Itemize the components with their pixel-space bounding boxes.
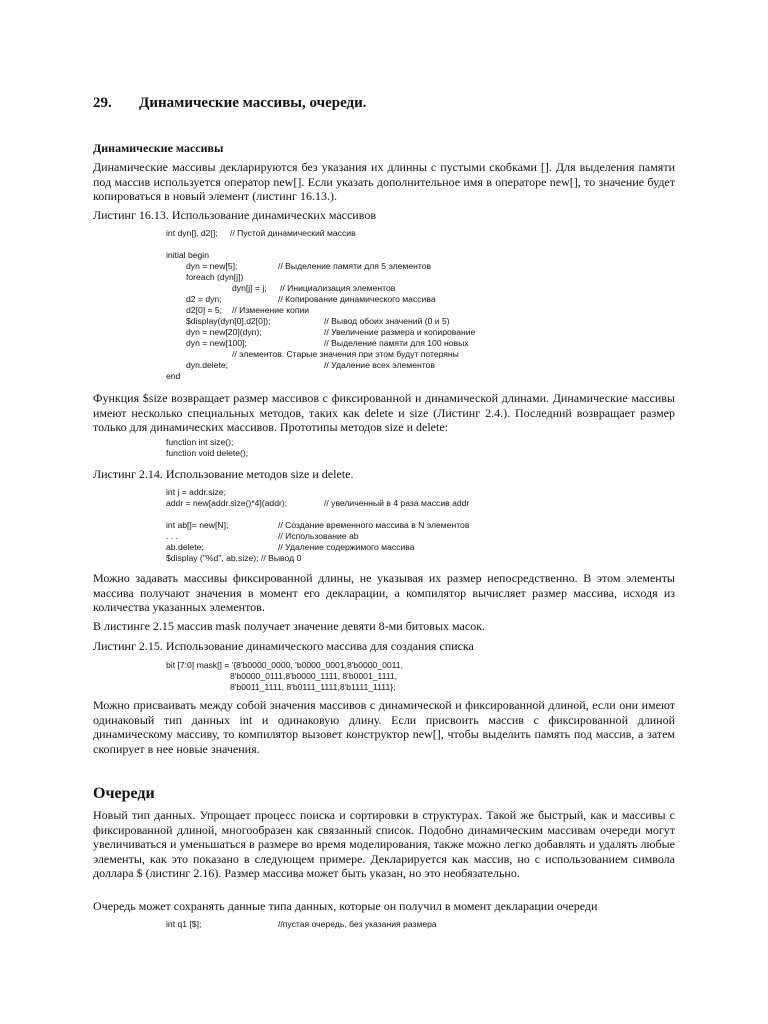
section-number: 29. — [93, 95, 112, 111]
code-line: addr = new[addr.size()*4](addr); — [166, 498, 288, 508]
code-line: int ab[]= new[N]; — [166, 520, 229, 530]
paragraph-dynamic-intro: Динамические массивы декларируются без указания их длинны с пустыми скобками []. Для выделения памяти под массив используется оператор new[]. Если указать дополнительное имя в операторе new[], то значение будет копироваться в новый элемент (листинг 16.13.). — [93, 160, 675, 203]
code-line: d2[0] = 5; — [186, 305, 223, 315]
paragraph-assignment: Можно присваивать между собой значения массивов с динамической и фиксированной длиной, если они имеют одинаковый тип данных int и одинаковую длину. Если присвоить массив с фиксированной длиной динамическому массиву, то компилятор вызовет конструктор new[], чтобы выделить память под массив, а затем скопирует в нее новые значения. — [93, 698, 675, 756]
paragraph-mask: В листинге 2.15 массив mask получает значение девяти 8-ми битовых масок. — [93, 619, 486, 633]
code-listing-16-13 — [166, 228, 566, 388]
code-line: $display(dyn[0],d2[0]); — [186, 316, 271, 326]
code-line: 8'b0000_0111,8'b0000_1111, 8'b0001_1111, — [230, 671, 398, 681]
paragraph-fixed-length: Можно задавать массивы фиксированной длины, не указывая их размер непосредственно. В этом элементы массива получают значения в момент его декларации, а компилятор вычисляет размер массива, исходя из количества указанных элементов. — [93, 571, 675, 614]
listing-caption-2-15: Листинг 2.15. Использование динамического массива для создания списка — [93, 639, 474, 653]
code-line: dyn = new[5]; — [186, 261, 238, 271]
code-comment: // Выделение памяти для 5 элементов — [278, 261, 432, 271]
code-comment: // Выделение памяти для 100 новых — [324, 338, 469, 348]
code-line: dyn = new[100]; — [186, 338, 247, 348]
code-line: dyn[j] = j; — [232, 283, 267, 293]
code-comment: // Использование ab — [278, 531, 359, 541]
code-line: int dyn[], d2[]; — [166, 228, 218, 238]
code-line: bit [7:0] mask[] = '{8'b0000_0000, 'b0000_0001,8'b0000_0011, — [166, 660, 403, 670]
code-comment: // Вывод обоих значений (0 и 5) — [324, 316, 450, 326]
code-listing-2-15 — [166, 660, 526, 696]
code-comment: //пустая очередь, без указания размера — [278, 919, 437, 929]
code-comment: // элементов. Старые значения при этом будут потеряны — [232, 349, 459, 359]
code-comment: // Создание временного массива в N элементов — [278, 520, 470, 530]
code-line: initial begin — [166, 250, 209, 260]
listing-caption-2-14: Листинг 2.14. Использование методов size и delete. — [93, 467, 354, 481]
page-title: Динамические массивы, очереди. — [139, 95, 367, 111]
paragraph-queues: Новый тип данных. Упрощает процесс поиска и сортировки в структурах. Такой же быстрый, как и массивы с фиксированной длиной, многообразен как связанный список. Подобно динамическим массивам очереди могут увеличиваться и уменьшаться в размере во время моделирования, также можно легко добавлять и удалять любые элементы, как это показано в следующем примере. Декларируется как массив, но с использованием символа доллара $ (листинг 2.16). Размер массива может быть указан, но это необязательно. — [93, 808, 675, 880]
code-prototypes — [166, 437, 366, 461]
code-line: foreach (dyn[j]) — [186, 272, 244, 282]
paragraph-queue-storage: Очередь может сохранять данные типа данных, которые он получил в момент декларации очереди — [93, 899, 598, 913]
code-comment: // Удаление всех элементов — [324, 360, 435, 370]
code-line: d2 = dyn; — [186, 294, 222, 304]
code-queue-decl — [166, 919, 506, 931]
code-comment: // Увеличение размера и копирование — [324, 327, 476, 337]
listing-caption-16-13: Листинг 16.13. Использование динамических массивов — [93, 208, 376, 222]
code-line: ab.delete; — [166, 542, 204, 552]
code-line: end — [166, 371, 181, 381]
code-comment: // Удаление содержимого массива — [278, 542, 415, 552]
code-line: int q1 [$]; — [166, 919, 202, 929]
code-comment: // Копирование динамического массива — [278, 294, 436, 304]
code-comment: // Изменение копии — [232, 305, 310, 315]
subsection-title-queues: Очереди — [93, 785, 155, 802]
code-line: dyn = new[20](dyn); — [186, 327, 262, 337]
code-line: dyn.delete; — [186, 360, 229, 370]
code-line: 8'b0011_1111, 8'b0111_1111,8'b1111_1111}; — [230, 682, 396, 692]
code-comment: // Инициализация элементов — [280, 283, 396, 293]
code-listing-2-14 — [166, 487, 566, 567]
code-comment: // Пустой динамический массив — [230, 228, 356, 238]
code-line: . . . — [166, 531, 178, 541]
paragraph-size-function: Функция $size возвращает размер массивов с фиксированной и динамической длинами. Динамические массивы имеют несколько специальных методов, таких как delete и size (Листинг 2.4.). Последний возвращает размер только для динамических массивов. Прототипы методов size и delete: — [93, 391, 675, 434]
code-line: int j = addr.size; — [166, 487, 226, 497]
subsection-title-dynamic-arrays: Динамические массивы — [93, 141, 224, 155]
code-line: function int size(); — [166, 437, 234, 447]
code-line: $display ("%d", ab.size); // Вывод 0 — [166, 553, 302, 563]
code-comment: // увеличенный в 4 раза массив addr — [324, 498, 470, 508]
code-line: function void delete(); — [166, 448, 249, 458]
